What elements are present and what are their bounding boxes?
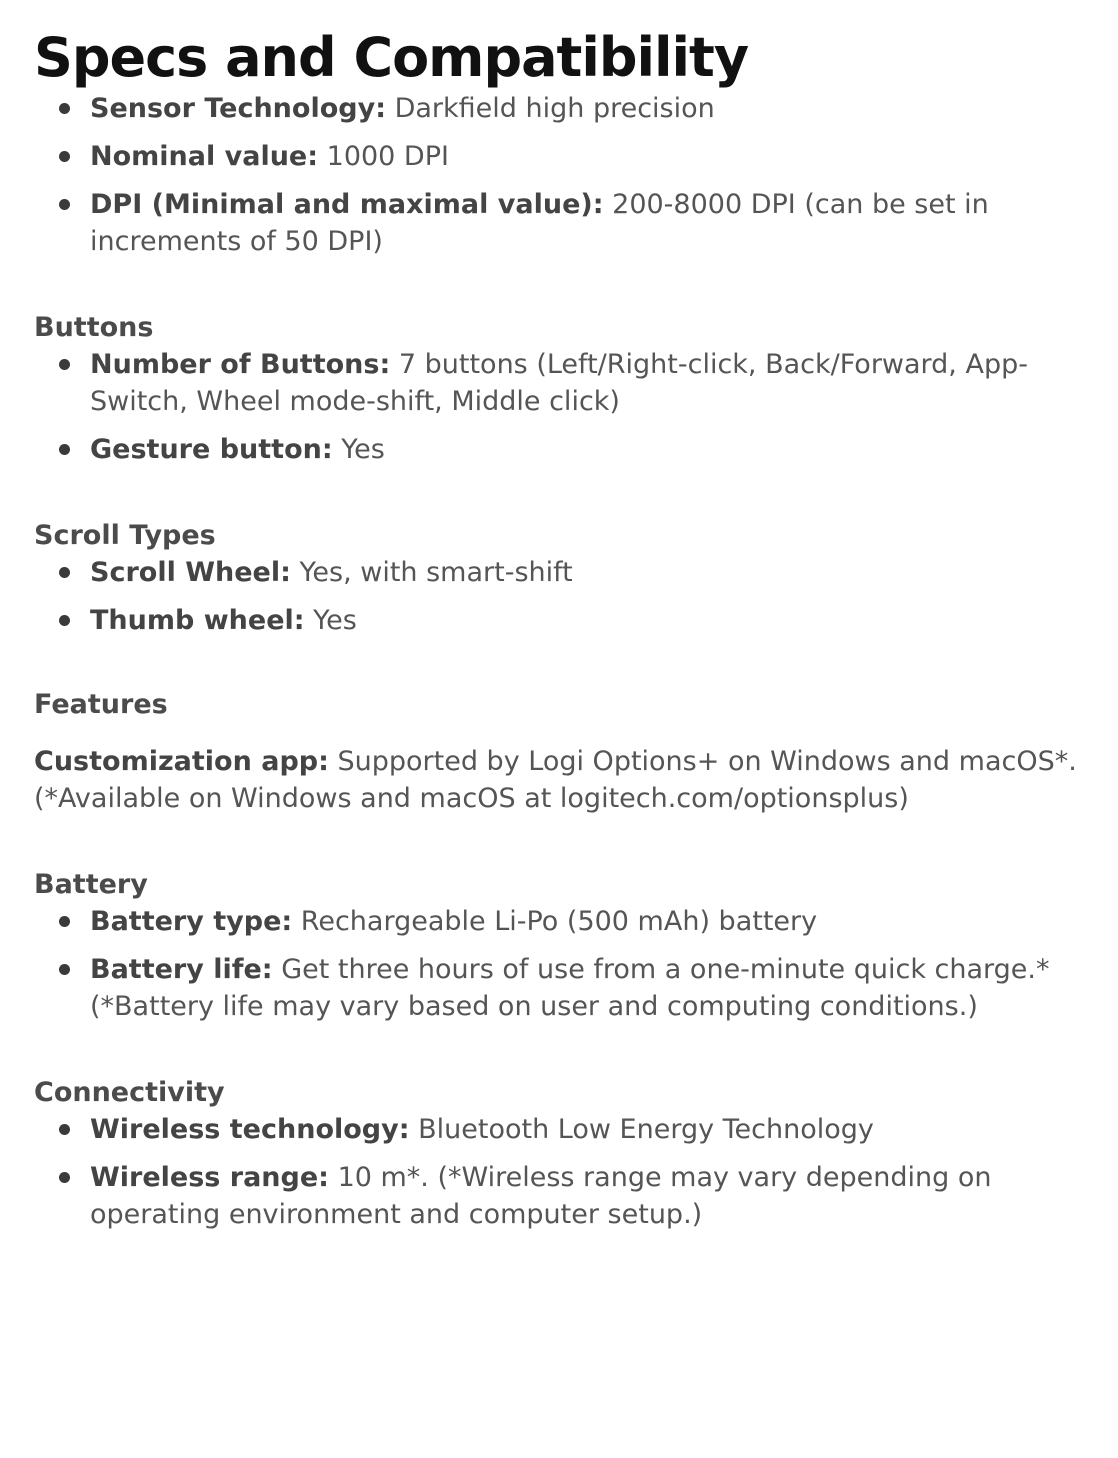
sensor-spec-list — [34, 90, 1084, 260]
list-item — [90, 90, 1084, 127]
bullet-icon — [59, 1172, 70, 1183]
bullet-icon — [59, 1124, 70, 1135]
list-item — [90, 186, 1084, 260]
page-title: Specs and Compatibility — [34, 26, 749, 89]
list-item — [90, 903, 1084, 940]
spec-value: Yes — [313, 605, 357, 636]
spec-value: 1000 DPI — [326, 141, 449, 172]
spec-label: Scroll Wheel: — [90, 557, 291, 588]
spec-label: Battery type: — [90, 906, 293, 937]
spec-value: Bluetooth Low Energy Technology — [418, 1114, 874, 1145]
spec-value: Darkfield high precision — [394, 93, 715, 124]
list-item — [90, 951, 1084, 1025]
features-paragraph — [34, 743, 1084, 817]
bullet-icon — [59, 964, 70, 975]
list-item — [90, 1111, 1084, 1148]
bullet-icon — [59, 359, 70, 370]
section-heading-battery: Battery — [34, 869, 148, 900]
list-item — [90, 346, 1084, 420]
list-item — [90, 431, 1084, 468]
spec-label: Wireless technology: — [90, 1114, 410, 1145]
buttons-spec-list — [34, 346, 1084, 468]
bullet-icon — [59, 615, 70, 626]
spec-label: Battery life: — [90, 954, 273, 985]
spec-value: Yes, with smart-shift — [299, 557, 573, 588]
spec-value: Supported by Logi Options+ on Windows and macOS*. (*Available on Windows and macOS at logitech.com/optionsplus) — [34, 746, 1077, 814]
spec-label: Number of Buttons: — [90, 349, 391, 380]
spec-value: Get three hours of use from a one-minute quick charge.* (*Battery life may vary based on user and computing conditions.) — [90, 954, 1050, 1022]
bullet-icon — [59, 567, 70, 578]
spec-value: Rechargeable Li-Po (500 mAh) battery — [300, 906, 818, 937]
section-heading-buttons: Buttons — [34, 312, 154, 343]
list-item — [90, 602, 1084, 639]
list-item — [90, 554, 1084, 591]
spec-label: Thumb wheel: — [90, 605, 305, 636]
spec-label: Customization app: — [34, 746, 329, 777]
spec-value: 7 buttons (Left/Right-click, Back/Forward, App-Switch, Wheel mode-shift, Middle click) — [90, 349, 1028, 417]
bullet-icon — [59, 151, 70, 162]
list-item — [90, 138, 1084, 175]
spec-label: Nominal value: — [90, 141, 319, 172]
spec-label: Gesture button: — [90, 434, 333, 465]
spec-label: Wireless range: — [90, 1162, 329, 1193]
spec-value: 10 m*. (*Wireless range may vary depending on operating environment and computer setup.) — [90, 1162, 992, 1230]
section-heading-connectivity: Connectivity — [34, 1077, 225, 1108]
list-item — [90, 1159, 1084, 1233]
scroll-spec-list — [34, 554, 1084, 639]
battery-spec-list — [34, 903, 1084, 1025]
spec-label: DPI (Minimal and maximal value): — [90, 189, 604, 220]
bullet-icon — [59, 103, 70, 114]
section-heading-scroll-types: Scroll Types — [34, 520, 216, 551]
spec-value: 200-8000 DPI (can be set in increments of 50 DPI) — [90, 189, 989, 257]
bullet-icon — [59, 444, 70, 455]
bullet-icon — [59, 916, 70, 927]
spec-value: Yes — [341, 434, 385, 465]
spec-label: Sensor Technology: — [90, 93, 386, 124]
section-heading-features: Features — [34, 689, 168, 720]
connectivity-spec-list — [34, 1111, 1084, 1233]
bullet-icon — [59, 199, 70, 210]
